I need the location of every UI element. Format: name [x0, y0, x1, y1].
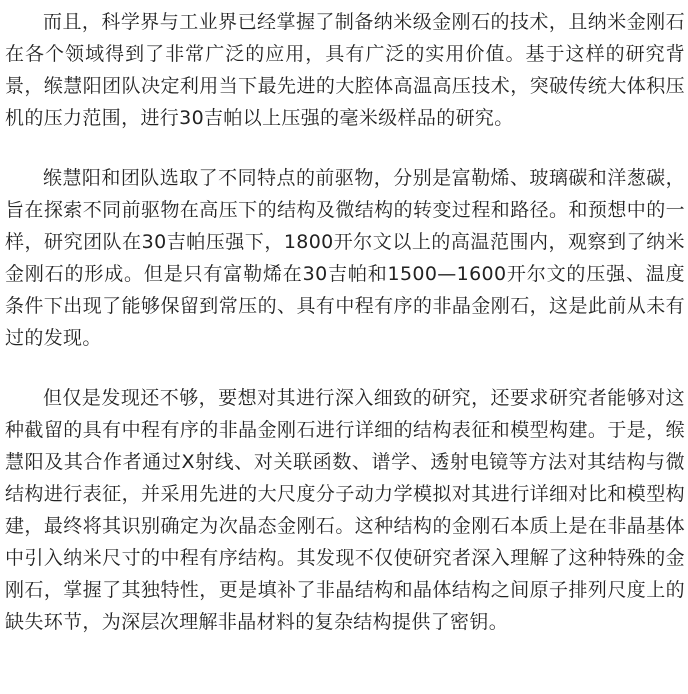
- paragraph-2: 缑慧阳和团队选取了不同特点的前驱物，分别是富勒烯、玻璃碳和洋葱碳，旨在探索不同前驱物在高压下的结构及微结构的转变过程和路径。和预想中的一样，研究团队在30吉帕压强下，1800开尔文以上的高温范围内，观察到了纳米金刚石的形成。但是只有富勒烯在30吉帕和1500—1600开尔文的压强、温度条件下出现了能够保留到常压的、具有中程有序的非晶金刚石，这是此前从未有过的发现。: [5, 167, 685, 349]
- paragraph-3: 但仅是发现还不够，要想对其进行深入细致的研究，还要求研究者能够对这种截留的具有中程有序的非晶金刚石进行详细的结构表征和模型构建。于是，缑慧阳及其合作者通过X射线、对关联函数、谱学、透射电镜等方法对其结构与微结构进行表征，并采用先进的大尺度分子动力学模拟对其进行详细对比和模型构建，最终将其识别确定为次晶态金刚石。这种结构的金刚石本质上是在非晶基体中引入纳米尺寸的中程有序结构。其发现不仅使研究者深入理解了这种特殊的金刚石，掌握了其独特性，更是填补了非晶结构和晶体结构之间原子排列尺度上的缺失环节，为深层次理解非晶材料的复杂结构提供了密钥。: [5, 387, 685, 633]
- paragraph-1: 而且，科学界与工业界已经掌握了制备纳米级金刚石的技术，且纳米金刚石在各个领域得到了非常广泛的应用，具有广泛的实用价值。基于这样的研究背景，缑慧阳团队决定利用当下最先进的大腔体高温高压技术，突破传统大体积压机的压力范围，进行30吉帕以上压强的毫米级样品的研究。: [5, 11, 685, 129]
